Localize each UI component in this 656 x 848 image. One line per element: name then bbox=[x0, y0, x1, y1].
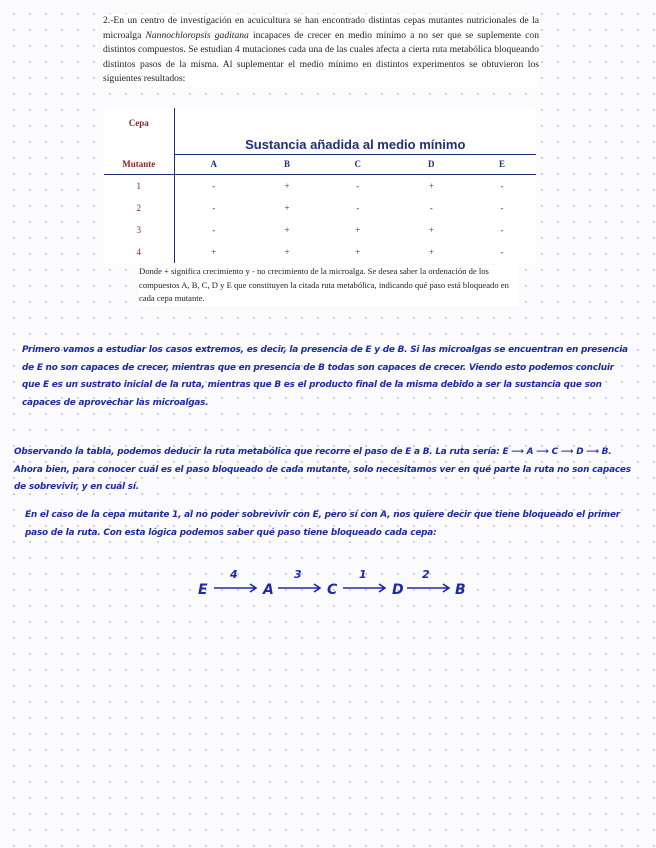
problem-text bbox=[103, 14, 539, 87]
step-label: 2 bbox=[422, 568, 430, 581]
column-header: B bbox=[253, 154, 321, 175]
table-cell: + bbox=[355, 247, 361, 257]
mutant-label: 1 bbox=[136, 181, 141, 191]
table-cell: - bbox=[174, 219, 253, 241]
pathway-node: D bbox=[392, 582, 404, 598]
mutante-header: Mutante bbox=[104, 154, 174, 175]
handwritten-text: En el caso de la cepa mutante 1, al no poder sobrevivir con E, pero sí con A, nos quiere decir que tiene bloqueado el primer paso de la ruta. Con esta lógica podemos saber qué paso tiene bloqueado cada cepa: bbox=[25, 510, 620, 538]
column-header: D bbox=[395, 154, 468, 175]
table-cell: + bbox=[284, 181, 290, 191]
table-row bbox=[104, 219, 536, 241]
table-cell: - bbox=[174, 197, 253, 219]
table-row bbox=[104, 197, 536, 219]
table-title: Sustancia añadida al medio mínimo bbox=[174, 108, 536, 154]
handwritten-paragraph-2 bbox=[14, 444, 634, 497]
table-cell: - bbox=[500, 225, 504, 235]
table-cell: + bbox=[428, 247, 434, 257]
problem-statement bbox=[103, 14, 539, 87]
table-cell: + bbox=[284, 203, 290, 213]
arrow-icon bbox=[343, 584, 385, 592]
pathway-node: E bbox=[198, 582, 208, 598]
arrow-icon bbox=[214, 584, 256, 592]
step-label: 1 bbox=[359, 568, 367, 581]
mutant-label: 4 bbox=[136, 247, 141, 257]
step-label: 3 bbox=[294, 568, 302, 581]
arrow-icon bbox=[407, 584, 449, 592]
handwritten-paragraph-1 bbox=[22, 342, 634, 412]
mutant-label: 3 bbox=[136, 225, 141, 235]
table-cell: - bbox=[500, 181, 504, 191]
pathway-diagram bbox=[190, 566, 510, 602]
pathway-node: C bbox=[327, 582, 338, 598]
cepa-header: Cepa bbox=[128, 118, 149, 128]
table-cell: + bbox=[428, 225, 434, 235]
note-text: Donde + significa crecimiento y - no crecimiento de la microalga. Se desea saber la ordenación de los compuestos A, B, C, D y E que constituyen la citada ruta metabólica, indicando qué paso está bloqueado en cada cepa mutante. bbox=[139, 266, 509, 304]
table-row bbox=[104, 241, 536, 263]
pathway-node: A bbox=[263, 582, 274, 598]
pathway-svg bbox=[190, 566, 510, 602]
problem-text-part1: 2.-En un centro de investigación en acuicultura se han encontrado distintas cepas mutantes nutricionales de la microalga bbox=[103, 15, 539, 41]
table-note bbox=[139, 265, 519, 306]
table-cell: - bbox=[429, 203, 433, 213]
table-cell: + bbox=[284, 247, 290, 257]
table-cell: - bbox=[356, 203, 360, 213]
mutant-label: 2 bbox=[136, 203, 141, 213]
table-cell: - bbox=[500, 203, 504, 213]
handwritten-paragraph-3 bbox=[25, 507, 630, 542]
pathway-node: B bbox=[455, 582, 466, 598]
handwritten-text: Observando la tabla, podemos deducir la ruta metabólica que recorre el paso de E a B. La ruta sería: E ⟶ A ⟶ C ⟶ D ⟶ B. Ahora bien, para conocer cuál es el paso bloqueado de cada mutante, solo necesitamos ver en qué parte la ruta no son capaces de sobrevivir, y en cuál sí. bbox=[14, 447, 631, 493]
table-cell: + bbox=[428, 181, 434, 191]
column-header: A bbox=[174, 154, 253, 175]
table-cell: + bbox=[174, 241, 253, 263]
handwritten-text: Primero vamos a estudiar los casos extremos, es decir, la presencia de E y de B. Si las microalgas se encuentran en presencia de E no son capaces de crecer, mientras que en presencia de B todas son capaces de crecer. Viendo esto podemos concluir que E es un sustrato inicial de la ruta, mientras que B es el producto final de la misma debido a ser la sustancia que son capaces de aprovechar las microalgas. bbox=[22, 345, 628, 408]
table-cell: + bbox=[355, 225, 361, 235]
results-table bbox=[104, 108, 536, 263]
table-cell: - bbox=[356, 181, 360, 191]
table-cell: - bbox=[500, 247, 504, 257]
table-cell: - bbox=[174, 175, 253, 198]
column-header: C bbox=[321, 154, 394, 175]
table-cell: + bbox=[284, 225, 290, 235]
species-name: Nannochloropsis gaditana bbox=[145, 29, 249, 41]
step-label: 4 bbox=[230, 568, 238, 581]
table-row bbox=[104, 175, 536, 198]
problem-text-part2: incapaces de crecer en medio mínimo a no ser que se suplemente con distintos compuestos. Se estudian 4 mutaciones cada una de las cuales afecta a cierta ruta metabólica bloqueando distintos pasos de la misma. Al suplementar el medio mínimo en distintos experimentos se obtuvieron los siguientes resultados: bbox=[103, 29, 539, 85]
arrow-icon bbox=[278, 584, 320, 592]
column-header: E bbox=[468, 154, 536, 175]
